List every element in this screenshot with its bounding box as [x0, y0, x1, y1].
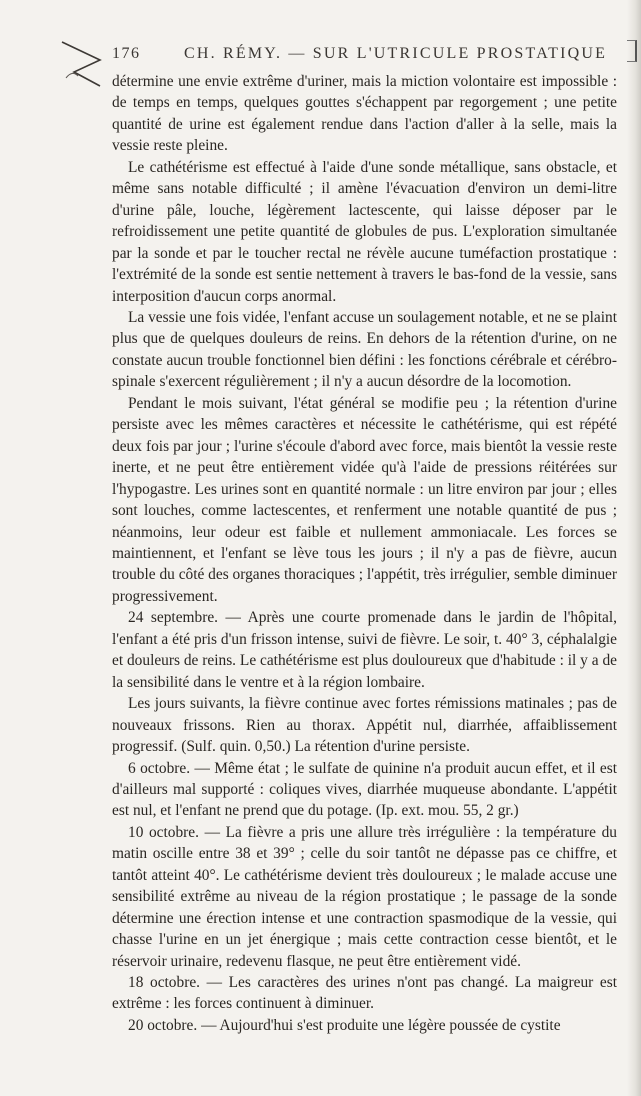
- page-corner-mark: [60, 38, 102, 88]
- paragraph: 6 octobre. — Même état ; le sulfate de quinine n'a produit aucun effet, et il est d'ailleurs mal supporté : coliques vives, diarrhée muqueuse abondante. L'appétit est nul, et l'enfant ne prend que du potage. (Ip. ext. mou. 55, 2 gr.): [112, 759, 617, 820]
- paragraph: 10 octobre. — La fièvre a pris une allure très irrégulière : la température du matin oscille entre 38 et 39° ; celle du soir tantôt ne dépasse pas ce chiffre, et tantôt atteint 40°. Le cathétérisme devient très douloureux ; le malade accuse une sensibilité extrême au niveau de la région prostatique ; le passage de la sonde détermine une érection intense et une contraction spasmodique de la vessie, qui chasse l'urine en un jet énergique ; mais cette contraction cesse bientôt, et le réservoir urinaire, redevenu flasque, ne peut être entièrement vidé.: [112, 823, 617, 970]
- paragraph: Le cathétérisme est effectué à l'aide d'une sonde métallique, sans obstacle, et même sans notable difficulté ; il amène l'évacuation d'environ un demi-litre d'urine pâle, louche, légèrement lactescente, qui laisse déposer par le refroidissement une petite quantité de globules de pus. L'exploration simultanée par la sonde et par le toucher rectal ne révèle aucune tuméfaction prostatique : l'extrémité de la sonde est sentie nettement à travers le bas-fond de la vessie, sans interposition d'aucun corps anormal.: [112, 158, 617, 305]
- body-text: [112, 71, 617, 1036]
- page-right-edge-shadow: [627, 0, 641, 1096]
- page-right-tab-mark: [627, 40, 637, 62]
- paragraph: Les jours suivants, la fièvre continue avec fortes rémissions matinales ; pas de nouveaux frissons. Rien au thorax. Appétit nul, diarrhée, affaiblissement progressif. (Sulf. quin. 0,50.) La rétention d'urine persiste.: [112, 695, 617, 756]
- running-header: [112, 45, 612, 67]
- paragraph: Pendant le mois suivant, l'état général se modifie peu ; la rétention d'urine persiste avec les mêmes caractères et nécessite le cathétérisme, qui est répété deux fois par jour ; l'urine s'écoule d'abord avec force, mais bientôt la vessie reste inerte, et ne peut être entièrement vidée qu'à l'aide de pressions réitérées sur l'hypogastre. Les urines sont en quantité normale : un litre environ par jour ; elles sont louches, comme lactescentes, et renferment une notable quantité de pus ; néanmoins, leur odeur est faible et nullement ammoniacale. Les forces se maintiennent, et l'enfant se lève tous les jours ; il n'y a pas de fièvre, aucun trouble du côté des organes thoraciques ; l'appétit, très irrégulier, semble diminuer progressivement.: [112, 394, 617, 605]
- paragraph: 18 octobre. — Les caractères des urines n'ont pas changé. La maigreur est extrême : les forces continuent à diminuer.: [112, 974, 617, 1013]
- paragraph: La vessie une fois vidée, l'enfant accuse un soulagement notable, et ne se plaint plus que de quelques douleurs de reins. En dehors de la rétention d'urine, on ne constate aucun trouble fonctionnel bien défini : les fonctions cérébrale et cérébro-spinale s'exercent régulièrement ; il n'y a aucun désordre de la locomotion.: [112, 308, 617, 391]
- paragraph: 24 septembre. — Après une courte promenade dans le jardin de l'hôpital, l'enfant a été pris d'un frisson intense, suivi de fièvre. Le soir, t. 40° 3, céphalalgie et douleurs de reins. Le cathétérisme est plus douloureux que d'habitude : il y a de la sensibilité dans le ventre et à la région lombaire.: [112, 609, 617, 691]
- page-number: 176: [112, 45, 141, 62]
- paragraph: détermine une envie extrême d'uriner, mais la miction volontaire est impossible : de temps en temps, quelques gouttes s'échappent par regorgement ; une petite quantité de urine est également rendue dans l'action d'aller à la selle, mais la vessie reste pleine.: [112, 73, 617, 155]
- running-title: CH. RÉMY. — SUR L'UTRICULE PROSTATIQUE: [184, 45, 608, 62]
- paragraph: 20 octobre. — Aujourd'hui s'est produite une légère poussée de cystite: [128, 1016, 561, 1034]
